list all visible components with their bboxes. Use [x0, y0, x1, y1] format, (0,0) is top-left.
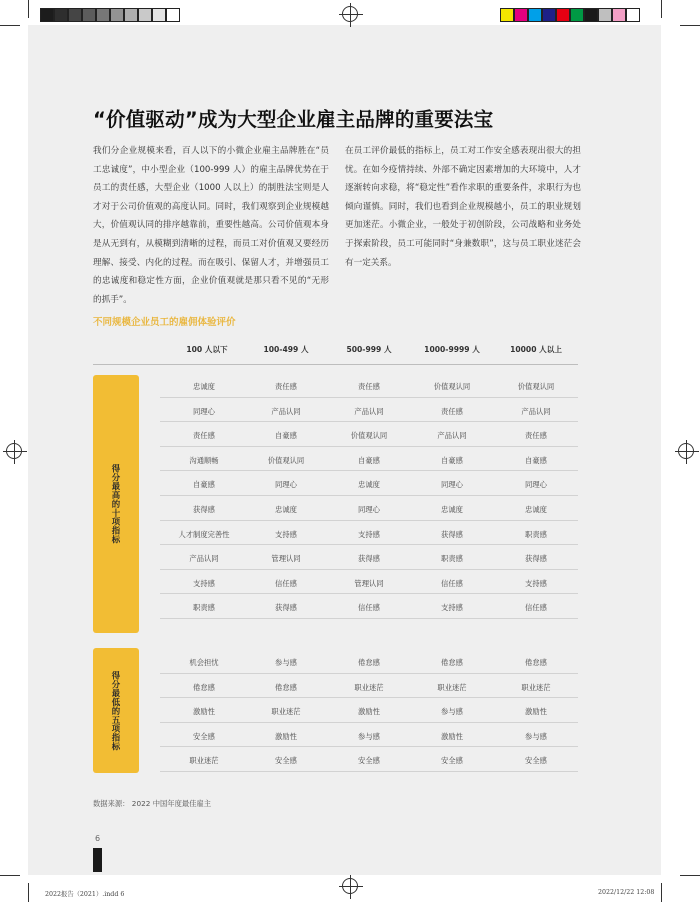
- table-cell: 参与感: [275, 658, 297, 667]
- table-cell: 责任感: [275, 382, 297, 391]
- color-swatch: [528, 8, 542, 22]
- table-cell: 同理心: [525, 480, 547, 490]
- row-divider: [160, 470, 578, 471]
- column-header: 10000 人以上: [510, 345, 562, 354]
- table-cell: 同理心: [275, 480, 297, 490]
- table-cell: 自豪感: [441, 455, 463, 465]
- grayscale-color-bar: [40, 8, 180, 22]
- table-cell: 忠诚度: [358, 480, 380, 490]
- print-slug-date: 2022/12/22 12:08: [598, 889, 655, 896]
- table-cell: 自豪感: [525, 455, 547, 465]
- table-cell: 安全感: [358, 756, 380, 766]
- crop-mark: [680, 25, 700, 26]
- table-cell: 价值观认同: [433, 382, 471, 391]
- column-header: 1000-9999 人: [424, 345, 480, 354]
- table-cell: 自豪感: [193, 480, 215, 490]
- row-divider: [160, 569, 578, 570]
- table-cell: 职责感: [441, 554, 463, 564]
- crop-mark: [661, 883, 662, 902]
- page-title: “价值驱动”成为大型企业雇主品牌的重要法宝: [93, 108, 494, 131]
- gray-swatch: [68, 8, 82, 22]
- table-cell: 获得感: [193, 505, 215, 514]
- table-cell: 支持感: [358, 529, 380, 539]
- table-cell: 信任感: [275, 578, 297, 588]
- color-swatch: [598, 8, 612, 22]
- gray-swatch: [96, 8, 110, 22]
- table-cell: 责任感: [441, 406, 463, 416]
- table-cell: 支持感: [193, 578, 215, 588]
- table-cell: 产品认同: [521, 406, 551, 416]
- color-swatch: [626, 8, 640, 22]
- table-cell: 安全感: [275, 756, 297, 766]
- table-cell: 职业迷茫: [437, 682, 467, 692]
- table-cell: 激励性: [275, 731, 297, 741]
- table-cell: 产品认同: [189, 554, 219, 564]
- table-cell: 激励性: [525, 707, 547, 717]
- color-swatch: [500, 8, 514, 22]
- registration-mark-right: [678, 443, 694, 459]
- table-cell: 责任感: [358, 382, 380, 391]
- table-cell: 参与感: [441, 707, 463, 717]
- page-number: 6: [95, 834, 101, 843]
- color-swatch: [612, 8, 626, 22]
- table-cell: 价值观认同: [267, 455, 305, 465]
- table-cell: 职责感: [525, 529, 547, 539]
- table-cell: 职业迷茫: [521, 682, 551, 692]
- table-cell: 获得感: [525, 554, 547, 564]
- table-cell: 信任感: [358, 603, 380, 613]
- table-cell: 职业迷茫: [189, 756, 219, 766]
- table-cell: 忠诚度: [275, 505, 297, 514]
- table-title: 不同规模企业员工的雇佣体验评价: [93, 317, 236, 328]
- gray-swatch: [152, 8, 166, 22]
- row-divider: [160, 397, 578, 398]
- table-cell: 安全感: [193, 731, 215, 741]
- table-cell: 支持感: [525, 578, 547, 588]
- header-divider: [93, 364, 578, 365]
- top-indicators-label: 得分最高的十项指标: [111, 463, 121, 545]
- table-cell: 支持感: [441, 603, 463, 613]
- gray-swatch: [110, 8, 124, 22]
- color-swatch: [570, 8, 584, 22]
- table-cell: 产品认同: [354, 406, 384, 416]
- column-header: 500-999 人: [346, 345, 392, 354]
- paragraph-left: 我们分企业规模来看，百人以下的小微企业雇主品牌胜在“员工忠诚度”，中小型企业（100-999 人）的雇主品牌优势在于员工的责任感，大型企业（1000 人以上）的制胜法宝则是人才对于公司价值观的高度认同。同时，我们观察到企业规模越大，价值观认同的排序越靠前，重要性越高。公司价值观本身是从无到有，从模糊到清晰的过程，而员工对价值观又要经历理解、接受、内化的过程。而在吸引、保留人才，并增强员工的忠诚度和稳定性方面，企业价值观就是那只看不见的“无形的抓手”。: [93, 146, 329, 305]
- table-cell: 管理认同: [271, 554, 301, 564]
- table-cell: 职责感: [193, 603, 215, 613]
- table-cell: 参与感: [525, 731, 547, 741]
- table-cell: 自豪感: [275, 431, 297, 441]
- table-cell: 安全感: [441, 756, 463, 766]
- registration-mark-top: [342, 6, 358, 22]
- page-tab-marker: [93, 848, 102, 872]
- color-swatch: [542, 8, 556, 22]
- table-cell: 人才制度完善性: [178, 529, 230, 539]
- row-divider: [160, 544, 578, 545]
- table-cell: 倦怠感: [193, 682, 215, 692]
- data-source-note: 数据来源： 2022 中国年度最佳雇主: [93, 799, 212, 808]
- table-cell: 职业迷茫: [354, 682, 384, 692]
- table-cell: 忠诚度: [441, 505, 463, 514]
- crop-mark: [28, 0, 29, 18]
- table-cell: 沟通顺畅: [189, 455, 219, 465]
- registration-mark-left: [6, 443, 22, 459]
- crop-mark: [0, 875, 20, 876]
- table-cell: 忠诚度: [525, 505, 547, 514]
- color-swatch: [514, 8, 528, 22]
- color-swatch: [584, 8, 598, 22]
- table-cell: 倦怠感: [441, 658, 463, 667]
- crop-mark: [661, 0, 662, 18]
- column-header: 100 人以下: [186, 345, 228, 354]
- table-cell: 激励性: [193, 707, 215, 717]
- gray-swatch: [138, 8, 152, 22]
- row-divider: [160, 771, 578, 772]
- bottom-indicators-band: [93, 648, 139, 773]
- crop-mark: [680, 875, 700, 876]
- table-cell: 机会担忧: [189, 658, 219, 667]
- column-header: 100-499 人: [263, 345, 309, 354]
- gray-swatch: [124, 8, 138, 22]
- table-cell: 安全感: [525, 756, 547, 766]
- table-cell: 激励性: [441, 731, 463, 741]
- table-cell: 激励性: [358, 707, 380, 717]
- table-cell: 自豪感: [358, 455, 380, 465]
- table-cell: 获得感: [358, 554, 380, 564]
- gray-swatch: [54, 8, 68, 22]
- table-cell: 价值观认同: [517, 382, 555, 391]
- table-cell: 信任感: [441, 578, 463, 588]
- table-cell: 同理心: [358, 505, 380, 514]
- row-divider: [160, 722, 578, 723]
- table-cell: 责任感: [525, 431, 547, 441]
- table-cell: 产品认同: [271, 406, 301, 416]
- color-swatch: [556, 8, 570, 22]
- gray-swatch: [40, 8, 54, 22]
- bottom-indicators-label: 得分最低的五项指标: [111, 670, 121, 751]
- table-cell: 管理认同: [354, 578, 384, 588]
- table-cell: 参与感: [358, 731, 380, 741]
- paragraph-right: 在员工评价最低的指标上，员工对工作安全感表现出很大的担忧。在如今疫情持续、外部不确定因素增加的大环境中，人才逐渐转向求稳，将“稳定性”看作求职的重要条件，求职行为也倾向谨慎。同时，我们也看到企业规模越小，员工的职业规划更加迷茫。小微企业，一般处于初创阶段，公司战略和业务处于探索阶段，员工可能同时“身兼数职”，这与员工职业迷茫会有一定关系。: [345, 146, 581, 268]
- gray-swatch: [166, 8, 180, 22]
- table-cell: 忠诚度: [193, 382, 215, 391]
- row-divider: [160, 495, 578, 496]
- row-divider: [160, 746, 578, 747]
- top-indicators-band: [93, 375, 139, 633]
- table-cell: 支持感: [275, 529, 297, 539]
- process-color-bar: [500, 8, 640, 22]
- table-cell: 同理心: [193, 406, 215, 416]
- registration-mark-bottom: [342, 878, 358, 894]
- row-divider: [160, 446, 578, 447]
- row-divider: [160, 421, 578, 422]
- table-cell: 价值观认同: [350, 431, 388, 441]
- crop-mark: [28, 883, 29, 902]
- table-cell: 倦怠感: [275, 682, 297, 692]
- crop-mark: [0, 25, 20, 26]
- body-column-right: [345, 142, 581, 272]
- table-cell: 获得感: [441, 529, 463, 539]
- row-divider: [160, 673, 578, 674]
- table-cell: 倦怠感: [358, 658, 380, 667]
- table-cell: 职业迷茫: [271, 707, 301, 717]
- row-divider: [160, 618, 578, 619]
- print-slug-file: 2022报告（2021）.indd 6: [45, 891, 125, 898]
- table-cell: 获得感: [275, 603, 297, 613]
- body-column-left: [93, 142, 329, 309]
- table-cell: 产品认同: [437, 431, 467, 441]
- table-cell: 倦怠感: [525, 658, 547, 667]
- row-divider: [160, 697, 578, 698]
- row-divider: [160, 593, 578, 594]
- row-divider: [160, 520, 578, 521]
- table-cell: 信任感: [525, 603, 547, 613]
- table-cell: 同理心: [441, 480, 463, 490]
- gray-swatch: [82, 8, 96, 22]
- table-cell: 责任感: [193, 431, 215, 441]
